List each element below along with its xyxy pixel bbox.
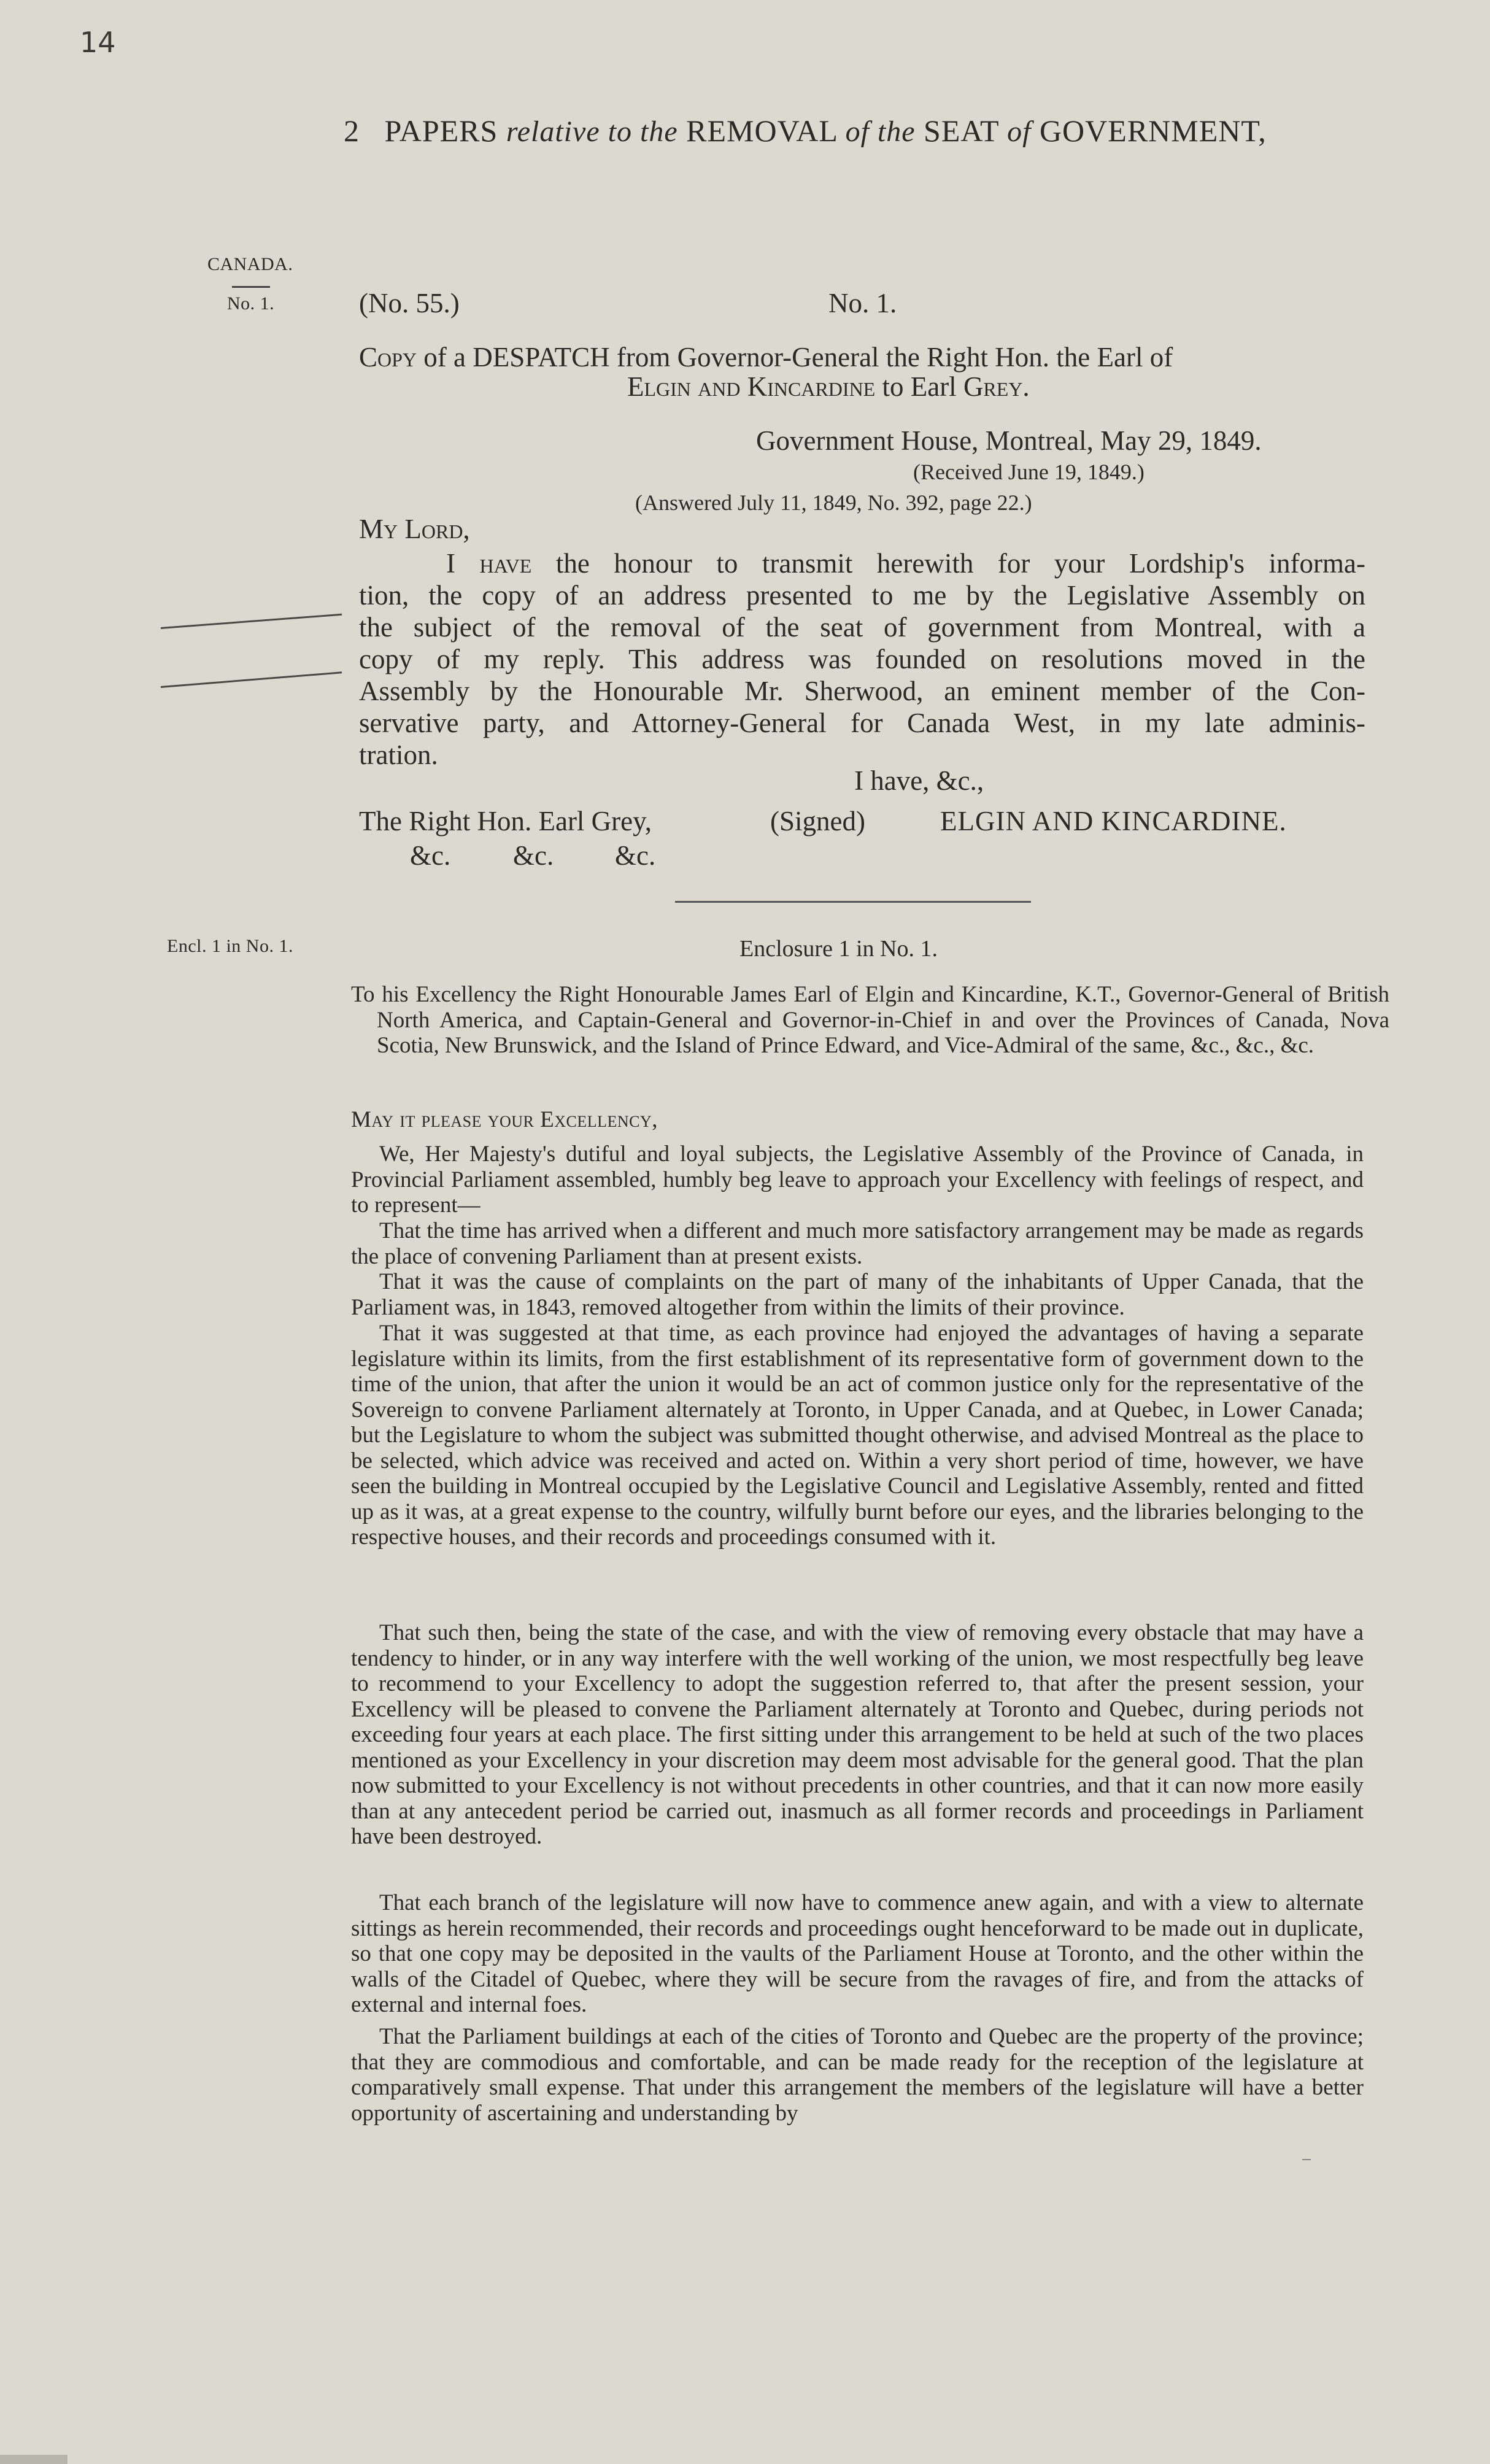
despatch-title-line2	[627, 371, 1030, 403]
running-head-part: relative to the	[506, 115, 678, 148]
running-head-part: SEAT	[924, 114, 999, 148]
enclosure-paragraph: We, Her Majesty's dutiful and loyal subjects, the Legislative Assembly of the Province of Canada, in Provincial Parliament assembled, humbly beg leave to approach your Excellency with feelings of respect, and to represent—	[351, 1141, 1364, 1218]
catchword-mark	[1302, 2159, 1311, 2160]
running-head-number: 2	[344, 114, 360, 148]
running-head-part: GOVERNMENT,	[1039, 114, 1267, 148]
margin-rule	[232, 286, 270, 288]
enclosure-paragraph: That such then, being the state of the case, and with the view of removing every obstacle that may have a tendency to hinder, or in any way interfere with the well working of the union, we most respectfully beg leave to recommend to your Excellency to adopt the suggestion referred to, that after the present session, your Excellency will be pleased to convene the Parliament alternately at Toronto and Quebec, during periods not exceeding four years at each place. The first sitting under this arrangement to be held at such of the two places mentioned as your Excellency in your discretion may deem most advisable for the general good. That the plan now submitted to your Excellency is not without precedents in other countries, and that it can now more easily than at any antecedent period be carried out, inasmuch as all former records and proceedings in Parliament have been destroyed.	[351, 1620, 1364, 1849]
despatch-addressee: The Right Hon. Earl Grey,	[359, 806, 652, 836]
despatch-body-line: Assembly by the Honourable Mr. Sherwood, an eminent member of the Con-	[359, 676, 1365, 706]
despatch-closing: I have, &c.,	[854, 765, 984, 796]
despatch-body	[359, 547, 1365, 771]
running-head-part: of the	[845, 115, 916, 148]
despatch-body-line: tion, the copy of an address presented to me by the Legislative Assembly on	[359, 580, 1365, 611]
despatch-body-line: I have the honour to transmit herewith for your Lordship's informa-	[446, 548, 1365, 579]
margin-pen-stroke	[161, 671, 342, 688]
despatch-signed: (Signed)	[770, 806, 865, 836]
despatch-title-earl: Elgin and Kincardine	[627, 371, 876, 402]
scan-edge	[0, 2455, 68, 2464]
despatch-body-line: copy of my reply. This address was founded on resolutions moved in the	[359, 644, 1365, 674]
despatch-received: (Received June 19, 1849.)	[913, 460, 1145, 484]
enclosure-paragraph: That each branch of the legislature will now have to commence anew again, and with a view to alternate sittings as herein recommended, their records and proceedings ought henceforward to be made out in duplicate, so that one copy may be deposited in the vaults of the Parliament House at Toronto, and the other within the walls of the Citadel of Quebec, where they will be secure from the ravages of fire, and from the attacks of external and internal foes.	[351, 1890, 1364, 2017]
despatch-title-copy: Copy	[359, 342, 417, 373]
running-head-part: PAPERS	[384, 114, 498, 148]
despatch-salutation: My Lord,	[359, 514, 470, 544]
despatch-ref-number: (No. 55.)	[359, 288, 460, 319]
margin-note-canada: CANADA.	[207, 254, 293, 274]
despatch-title-grey: Grey.	[963, 371, 1030, 402]
despatch-body-line: servative party, and Attorney-General for Canada West, in my late adminis-	[359, 708, 1365, 738]
margin-pen-stroke	[161, 614, 342, 629]
enclosure-paragraph: That the time has arrived when a different and much more satisfactory arrangement may be made as regards the place of convening Parliament than at present exists.	[351, 1218, 1364, 1269]
despatch-heading-number: No. 1.	[828, 288, 897, 319]
section-divider	[675, 901, 1031, 903]
enclosure-heading: Enclosure 1 in No. 1.	[739, 936, 938, 962]
page-number: 14	[80, 26, 116, 59]
despatch-title-to: to Earl	[882, 371, 957, 402]
despatch-body-line: tration.	[359, 740, 438, 770]
enclosure-paragraph: That the Parliament buildings at each of the cities of Toronto and Quebec are the property of the province; that they are commodious and comfortable, and can be made ready for the reception of the legislature at comparatively small expense. That under this arrangement the members of the legislature will have a better opportunity of ascertaining and understanding by	[351, 2024, 1364, 2126]
enclosure-paragraph: That it was suggested at that time, as each province had enjoyed the advantages of having a separate legislature within its limits, from the first establishment of its representative form of government down to the time of the union, that after the union it would be an act of common justice only for the representative of the Sovereign to convene Parliament alternately at Toronto, in Upper Canada, and at Quebec, in Lower Canada; but the Legislature to whom the subject was submitted thought otherwise, and advised Montreal as the place to be selected, which advice was received and acted on. Within a very short period of time, however, we have seen the building in Montreal occupied by the Legislative Council and Legislative Assembly, rented and fitted up as it was, at a great expense to the country, wilfully burnt before our eyes, and the libraries belonging to the respective houses, and their records and proceedings consumed with it.	[351, 1321, 1364, 1550]
enclosure-address: To his Excellency the Right Honourable James Earl of Elgin and Kincardine, K.T., Governor-General of British North America, and Captain-General and Governor-in-Chief in and over the Provinces of Canada, Nova Scotia, New Brunswick, and the Island of Prince Edward, and Vice-Admiral of the same, &c., &c., &c.	[351, 982, 1389, 1058]
despatch-signature: ELGIN AND KINCARDINE.	[940, 806, 1287, 836]
running-head	[344, 113, 1267, 149]
despatch-etc: &c.	[513, 840, 554, 871]
despatch-title-line1: of a DESPATCH from Governor-General the Right Hon. the Earl of	[423, 342, 1173, 373]
despatch-body-line: the subject of the removal of the seat of government from Montreal, with a	[359, 612, 1365, 643]
enclosure-paragraph: That it was the cause of complaints on the part of many of the inhabitants of Upper Canada, that the Parliament was, in 1843, removed altogether from within the limits of their province.	[351, 1269, 1364, 1320]
despatch-answered: (Answered July 11, 1849, No. 392, page 22.)	[635, 490, 1032, 515]
running-head-part: REMOVAL	[686, 114, 838, 148]
despatch-etc: &c.	[615, 840, 656, 871]
despatch-body-start: I have	[446, 548, 532, 579]
margin-note-enclosure: Encl. 1 in No. 1.	[167, 936, 293, 956]
running-head-part: of	[1007, 115, 1032, 148]
enclosure-salutation: May it please your Excellency,	[351, 1107, 658, 1132]
margin-note-no1: No. 1.	[227, 293, 275, 314]
despatch-etc: &c.	[410, 840, 451, 871]
despatch-title	[359, 341, 1173, 373]
despatch-place-date: Government House, Montreal, May 29, 1849.	[756, 425, 1262, 456]
